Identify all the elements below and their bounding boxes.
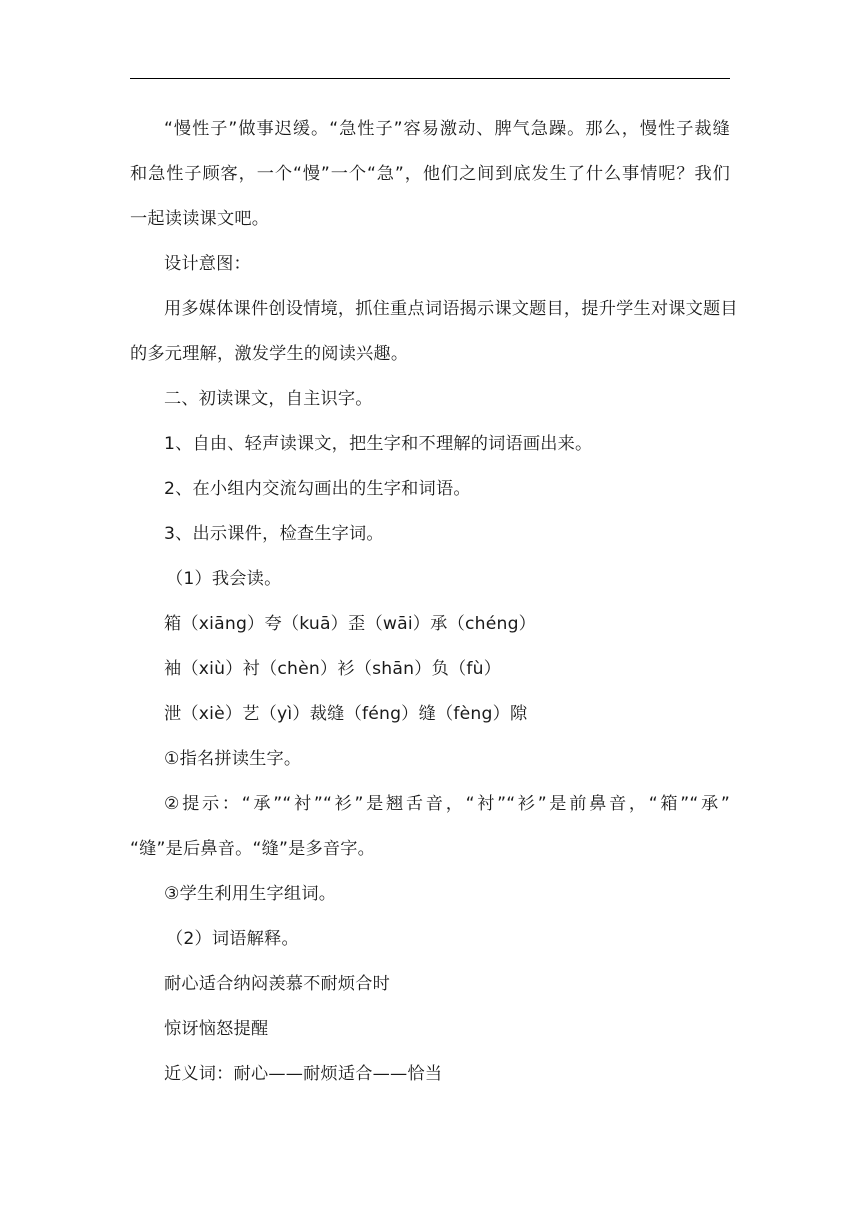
design-intent-heading: 设计意图： <box>164 254 251 274</box>
text-line: “缝”是后鼻音。“缝”是多音字。 <box>130 839 376 859</box>
circled-item: ①指名拼读生字。 <box>164 749 302 769</box>
pinyin-line: 袖（xiù）衬（chèn）衫（shān）负（fù） <box>164 659 502 679</box>
pinyin-line: 箱（xiāng）夸（kuā）歪（wāi）承（chéng） <box>164 614 537 634</box>
pinyin-line: 泄（xiè）艺（yì）裁缝（féng）缝（fèng）隙 <box>164 704 528 724</box>
text-line: 和急性子顾客，一个“慢”一个“急”，他们之间到底发生了什么事情呢？我们 <box>130 164 730 184</box>
document-body <box>130 107 738 1097</box>
word-list: 耐心适合纳闷羡慕不耐烦合时 <box>164 974 391 994</box>
text-line: 一起读读课文吧。 <box>130 209 270 229</box>
step-item: 2、在小组内交流勾画出的生字和词语。 <box>164 479 471 499</box>
section-heading: 二、初读课文，自主识字。 <box>164 389 373 409</box>
synonym-line: 近义词：耐心——耐烦适合——恰当 <box>164 1064 443 1084</box>
step-item: 3、出示课件，检查生字词。 <box>164 524 384 544</box>
text-line: “慢性子”做事迟缓。“急性子”容易激动、脾气急躁。那么，慢性子裁缝 <box>164 119 730 139</box>
sub-heading: （2）词语解释。 <box>166 929 299 949</box>
paragraph-design-intent <box>130 287 738 377</box>
text-line: 用多媒体课件创设情境，抓住重点词语揭示课文题目，提升学生对课文题目 <box>164 299 738 319</box>
step-item: 1、自由、轻声读课文，把生字和不理解的词语画出来。 <box>164 434 593 454</box>
paragraph-hint <box>130 782 730 872</box>
circled-item: ③学生利用生字组词。 <box>164 884 337 904</box>
word-list: 惊讶恼怒提醒 <box>164 1019 269 1039</box>
text-line: 的多元理解，激发学生的阅读兴趣。 <box>130 344 409 364</box>
paragraph-intro <box>130 107 730 242</box>
header-rule <box>130 78 730 79</box>
text-line: ②提示：“承”“衬”“衫”是翘舌音，“衬”“衫”是前鼻音，“箱”“承” <box>164 794 730 814</box>
sub-heading: （1）我会读。 <box>166 569 282 589</box>
